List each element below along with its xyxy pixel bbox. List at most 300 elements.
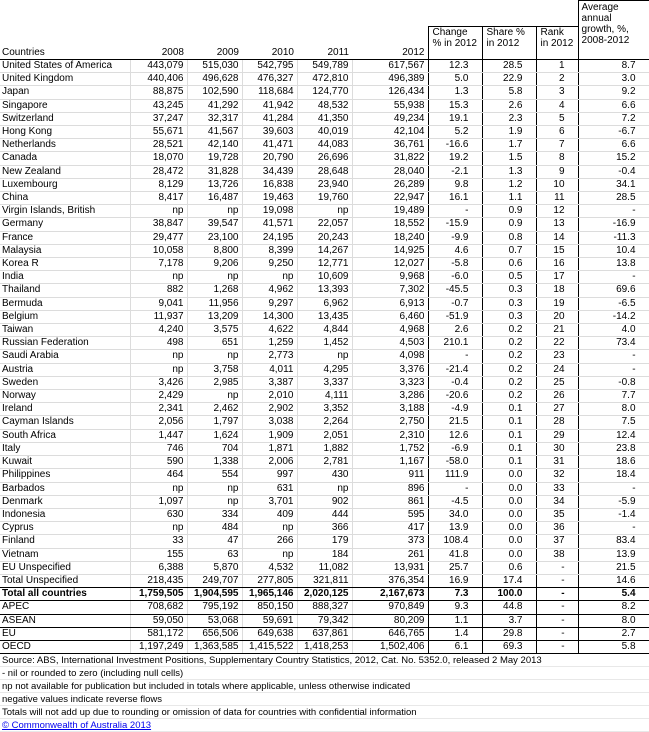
country-cell[interactable]: Cayman Islands bbox=[0, 416, 130, 429]
value-cell[interactable]: 111.9 bbox=[428, 469, 482, 482]
country-cell[interactable]: Norway bbox=[0, 390, 130, 403]
value-cell[interactable]: 24,195 bbox=[242, 231, 297, 244]
value-cell[interactable]: 28 bbox=[536, 416, 578, 429]
countries-header[interactable]: Countries bbox=[0, 47, 130, 60]
country-cell[interactable]: Luxembourg bbox=[0, 178, 130, 191]
value-cell[interactable]: -0.7 bbox=[428, 297, 482, 310]
value-cell[interactable]: 34.0 bbox=[428, 508, 482, 521]
value-cell[interactable]: 496,628 bbox=[187, 73, 242, 86]
value-cell[interactable]: 8.7 bbox=[578, 60, 649, 73]
country-cell[interactable]: China bbox=[0, 192, 130, 205]
value-cell[interactable]: 79,342 bbox=[297, 614, 352, 627]
value-cell[interactable]: 861 bbox=[352, 495, 428, 508]
value-cell[interactable]: - bbox=[536, 601, 578, 614]
value-cell[interactable]: 14,300 bbox=[242, 310, 297, 323]
country-cell[interactable]: Total Unspecified bbox=[0, 574, 130, 587]
value-cell[interactable]: -15.9 bbox=[428, 218, 482, 231]
value-cell[interactable]: 26 bbox=[536, 390, 578, 403]
value-cell[interactable]: 0.7 bbox=[482, 244, 536, 257]
value-cell[interactable]: 2,020,125 bbox=[297, 588, 352, 601]
value-cell[interactable]: -0.8 bbox=[578, 376, 649, 389]
rank-header[interactable]: Rank in 2012 bbox=[536, 27, 578, 60]
value-cell[interactable]: -11.3 bbox=[578, 231, 649, 244]
value-cell[interactable]: 12.3 bbox=[428, 60, 482, 73]
year-header-2012[interactable]: 2012 bbox=[352, 47, 428, 60]
value-cell[interactable]: 656,506 bbox=[187, 627, 242, 640]
country-cell[interactable]: Singapore bbox=[0, 99, 130, 112]
value-cell[interactable]: np bbox=[187, 495, 242, 508]
value-cell[interactable]: 28,648 bbox=[297, 165, 352, 178]
value-cell[interactable]: 4,111 bbox=[297, 390, 352, 403]
value-cell[interactable]: 8 bbox=[536, 152, 578, 165]
value-cell[interactable]: 3,376 bbox=[352, 363, 428, 376]
value-cell[interactable]: 18,240 bbox=[352, 231, 428, 244]
value-cell[interactable]: 0.1 bbox=[482, 442, 536, 455]
value-cell[interactable]: -20.6 bbox=[428, 390, 482, 403]
value-cell[interactable]: 2.7 bbox=[578, 627, 649, 640]
value-cell[interactable]: 22 bbox=[536, 337, 578, 350]
value-cell[interactable]: 1.2 bbox=[482, 178, 536, 191]
value-cell[interactable]: 35 bbox=[536, 508, 578, 521]
country-cell[interactable]: Russian Federation bbox=[0, 337, 130, 350]
value-cell[interactable]: -6.9 bbox=[428, 442, 482, 455]
value-cell[interactable]: 14 bbox=[536, 231, 578, 244]
value-cell[interactable]: np bbox=[130, 482, 187, 495]
value-cell[interactable]: 55,938 bbox=[352, 99, 428, 112]
value-cell[interactable]: np bbox=[130, 363, 187, 376]
value-cell[interactable]: 6,913 bbox=[352, 297, 428, 310]
value-cell[interactable]: 16.1 bbox=[428, 192, 482, 205]
value-cell[interactable]: 6.1 bbox=[428, 640, 482, 653]
value-cell[interactable]: 19,728 bbox=[187, 152, 242, 165]
value-cell[interactable]: 5.2 bbox=[428, 126, 482, 139]
value-cell[interactable]: 59,050 bbox=[130, 614, 187, 627]
value-cell[interactable]: 896 bbox=[352, 482, 428, 495]
value-cell[interactable]: 334 bbox=[187, 508, 242, 521]
value-cell[interactable]: 34.1 bbox=[578, 178, 649, 191]
value-cell[interactable]: 746 bbox=[130, 442, 187, 455]
value-cell[interactable]: -21.4 bbox=[428, 363, 482, 376]
value-cell[interactable]: 2,264 bbox=[297, 416, 352, 429]
value-cell[interactable]: 1,415,522 bbox=[242, 640, 297, 653]
value-cell[interactable]: 0.2 bbox=[482, 363, 536, 376]
value-cell[interactable]: 1.9 bbox=[482, 126, 536, 139]
country-cell[interactable]: Finland bbox=[0, 535, 130, 548]
country-cell[interactable]: ASEAN bbox=[0, 614, 130, 627]
value-cell[interactable]: 38 bbox=[536, 548, 578, 561]
value-cell[interactable]: 902 bbox=[297, 495, 352, 508]
value-cell[interactable]: 3,337 bbox=[297, 376, 352, 389]
value-cell[interactable]: 3,286 bbox=[352, 390, 428, 403]
value-cell[interactable]: 18,552 bbox=[352, 218, 428, 231]
value-cell[interactable]: 8.2 bbox=[578, 601, 649, 614]
value-cell[interactable]: 554 bbox=[187, 469, 242, 482]
value-cell[interactable]: 4,503 bbox=[352, 337, 428, 350]
value-cell[interactable]: 29,477 bbox=[130, 231, 187, 244]
value-cell[interactable]: 100.0 bbox=[482, 588, 536, 601]
value-cell[interactable]: 31,822 bbox=[352, 152, 428, 165]
value-cell[interactable]: 8.0 bbox=[578, 403, 649, 416]
value-cell[interactable]: 1,418,253 bbox=[297, 640, 352, 653]
value-cell[interactable]: 472,810 bbox=[297, 73, 352, 86]
value-cell[interactable]: 7 bbox=[536, 139, 578, 152]
value-cell[interactable]: 5.8 bbox=[578, 640, 649, 653]
value-cell[interactable]: 41,292 bbox=[187, 99, 242, 112]
value-cell[interactable]: 1,452 bbox=[297, 337, 352, 350]
value-cell[interactable]: 31 bbox=[536, 456, 578, 469]
value-cell[interactable]: 850,150 bbox=[242, 601, 297, 614]
value-cell[interactable]: 28.5 bbox=[482, 60, 536, 73]
value-cell[interactable]: -2.1 bbox=[428, 165, 482, 178]
value-cell[interactable]: 2,006 bbox=[242, 456, 297, 469]
value-cell[interactable]: 39,603 bbox=[242, 126, 297, 139]
value-cell[interactable]: np bbox=[187, 390, 242, 403]
year-header-2009[interactable]: 2009 bbox=[187, 47, 242, 60]
value-cell[interactable]: 48,532 bbox=[297, 99, 352, 112]
country-cell[interactable]: Barbados bbox=[0, 482, 130, 495]
value-cell[interactable]: 0.2 bbox=[482, 376, 536, 389]
value-cell[interactable]: 496,389 bbox=[352, 73, 428, 86]
value-cell[interactable]: np bbox=[187, 482, 242, 495]
value-cell[interactable]: 0.2 bbox=[482, 324, 536, 337]
value-cell[interactable]: 2,010 bbox=[242, 390, 297, 403]
value-cell[interactable]: 13.9 bbox=[578, 548, 649, 561]
value-cell[interactable]: 0.1 bbox=[482, 456, 536, 469]
value-cell[interactable]: 21.5 bbox=[428, 416, 482, 429]
value-cell[interactable]: - bbox=[428, 350, 482, 363]
value-cell[interactable]: 0.3 bbox=[482, 284, 536, 297]
value-cell[interactable]: np bbox=[242, 522, 297, 535]
value-cell[interactable]: 430 bbox=[297, 469, 352, 482]
value-cell[interactable]: 0.0 bbox=[482, 508, 536, 521]
value-cell[interactable]: 6,460 bbox=[352, 310, 428, 323]
value-cell[interactable]: 4,962 bbox=[242, 284, 297, 297]
value-cell[interactable]: 704 bbox=[187, 442, 242, 455]
value-cell[interactable]: -16.6 bbox=[428, 139, 482, 152]
value-cell[interactable]: - bbox=[578, 482, 649, 495]
country-cell[interactable]: Kuwait bbox=[0, 456, 130, 469]
value-cell[interactable]: -51.9 bbox=[428, 310, 482, 323]
value-cell[interactable]: 9,297 bbox=[242, 297, 297, 310]
value-cell[interactable]: 1.7 bbox=[482, 139, 536, 152]
value-cell[interactable]: 12,771 bbox=[297, 258, 352, 271]
value-cell[interactable]: -5.9 bbox=[578, 495, 649, 508]
value-cell[interactable]: 649,638 bbox=[242, 627, 297, 640]
value-cell[interactable]: 0.2 bbox=[482, 350, 536, 363]
value-cell[interactable]: 3,038 bbox=[242, 416, 297, 429]
value-cell[interactable]: 31,828 bbox=[187, 165, 242, 178]
value-cell[interactable]: 126,434 bbox=[352, 86, 428, 99]
value-cell[interactable]: 9.8 bbox=[428, 178, 482, 191]
value-cell[interactable]: 28,521 bbox=[130, 139, 187, 152]
value-cell[interactable]: 12,027 bbox=[352, 258, 428, 271]
country-cell[interactable]: Korea R bbox=[0, 258, 130, 271]
country-cell[interactable]: Hong Kong bbox=[0, 126, 130, 139]
country-cell[interactable]: Thailand bbox=[0, 284, 130, 297]
value-cell[interactable]: 10,609 bbox=[297, 271, 352, 284]
country-cell[interactable]: India bbox=[0, 271, 130, 284]
value-cell[interactable]: 3,352 bbox=[297, 403, 352, 416]
value-cell[interactable]: 0.8 bbox=[482, 231, 536, 244]
value-cell[interactable]: 1,624 bbox=[187, 429, 242, 442]
value-cell[interactable]: - bbox=[428, 205, 482, 218]
value-cell[interactable]: 41,471 bbox=[242, 139, 297, 152]
value-cell[interactable]: 2 bbox=[536, 73, 578, 86]
country-cell[interactable]: Virgin Islands, British bbox=[0, 205, 130, 218]
value-cell[interactable]: 1.3 bbox=[428, 86, 482, 99]
value-cell[interactable]: 2,051 bbox=[297, 429, 352, 442]
value-cell[interactable]: 0.0 bbox=[482, 495, 536, 508]
value-cell[interactable]: 366 bbox=[297, 522, 352, 535]
value-cell[interactable]: 3,426 bbox=[130, 376, 187, 389]
value-cell[interactable]: 184 bbox=[297, 548, 352, 561]
value-cell[interactable]: -4.9 bbox=[428, 403, 482, 416]
value-cell[interactable]: 39,547 bbox=[187, 218, 242, 231]
value-cell[interactable]: 12.4 bbox=[578, 429, 649, 442]
country-cell[interactable]: Malaysia bbox=[0, 244, 130, 257]
value-cell[interactable]: 2,781 bbox=[297, 456, 352, 469]
value-cell[interactable]: -45.5 bbox=[428, 284, 482, 297]
value-cell[interactable]: 28.5 bbox=[578, 192, 649, 205]
value-cell[interactable]: -0.4 bbox=[428, 376, 482, 389]
value-cell[interactable]: 44,083 bbox=[297, 139, 352, 152]
value-cell[interactable]: 3.0 bbox=[578, 73, 649, 86]
value-cell[interactable]: 29.8 bbox=[482, 627, 536, 640]
value-cell[interactable]: -0.4 bbox=[578, 165, 649, 178]
value-cell[interactable]: 444 bbox=[297, 508, 352, 521]
value-cell[interactable]: 18 bbox=[536, 284, 578, 297]
value-cell[interactable]: 41.8 bbox=[428, 548, 482, 561]
value-cell[interactable]: 1,909 bbox=[242, 429, 297, 442]
value-cell[interactable]: 19,098 bbox=[242, 205, 297, 218]
value-cell[interactable]: 83.4 bbox=[578, 535, 649, 548]
value-cell[interactable]: 2.6 bbox=[428, 324, 482, 337]
year-header-2011[interactable]: 2011 bbox=[297, 47, 352, 60]
value-cell[interactable]: 2,056 bbox=[130, 416, 187, 429]
value-cell[interactable]: 970,849 bbox=[352, 601, 428, 614]
value-cell[interactable]: 9,206 bbox=[187, 258, 242, 271]
value-cell[interactable]: 59,691 bbox=[242, 614, 297, 627]
value-cell[interactable]: 21 bbox=[536, 324, 578, 337]
value-cell[interactable]: 38,847 bbox=[130, 218, 187, 231]
value-cell[interactable]: np bbox=[297, 205, 352, 218]
value-cell[interactable]: 6.6 bbox=[578, 99, 649, 112]
value-cell[interactable]: 41,567 bbox=[187, 126, 242, 139]
value-cell[interactable]: 7.5 bbox=[578, 416, 649, 429]
value-cell[interactable]: 10.4 bbox=[578, 244, 649, 257]
value-cell[interactable]: 0.0 bbox=[482, 482, 536, 495]
value-cell[interactable]: 484 bbox=[187, 522, 242, 535]
value-cell[interactable]: 1,904,595 bbox=[187, 588, 242, 601]
value-cell[interactable]: 179 bbox=[297, 535, 352, 548]
value-cell[interactable]: 2,429 bbox=[130, 390, 187, 403]
value-cell[interactable]: - bbox=[578, 205, 649, 218]
value-cell[interactable]: 44.8 bbox=[482, 601, 536, 614]
value-cell[interactable]: 28,040 bbox=[352, 165, 428, 178]
value-cell[interactable]: 9,250 bbox=[242, 258, 297, 271]
value-cell[interactable]: 4,098 bbox=[352, 350, 428, 363]
value-cell[interactable]: 26,696 bbox=[297, 152, 352, 165]
country-cell[interactable]: Belgium bbox=[0, 310, 130, 323]
value-cell[interactable]: 20,243 bbox=[297, 231, 352, 244]
value-cell[interactable]: 590 bbox=[130, 456, 187, 469]
country-cell[interactable]: Japan bbox=[0, 86, 130, 99]
value-cell[interactable]: 9,041 bbox=[130, 297, 187, 310]
value-cell[interactable]: 6 bbox=[536, 126, 578, 139]
value-cell[interactable]: 13.9 bbox=[428, 522, 482, 535]
value-cell[interactable]: 20 bbox=[536, 310, 578, 323]
value-cell[interactable]: 1,871 bbox=[242, 442, 297, 455]
value-cell[interactable]: 23 bbox=[536, 350, 578, 363]
value-cell[interactable]: 1,797 bbox=[187, 416, 242, 429]
value-cell[interactable]: 13,393 bbox=[297, 284, 352, 297]
value-cell[interactable]: 0.2 bbox=[482, 390, 536, 403]
value-cell[interactable]: 41,350 bbox=[297, 112, 352, 125]
value-cell[interactable]: 1,759,505 bbox=[130, 588, 187, 601]
value-cell[interactable]: 11,937 bbox=[130, 310, 187, 323]
value-cell[interactable]: 14,925 bbox=[352, 244, 428, 257]
value-cell[interactable]: 28,472 bbox=[130, 165, 187, 178]
value-cell[interactable]: 16,838 bbox=[242, 178, 297, 191]
value-cell[interactable]: - bbox=[578, 350, 649, 363]
value-cell[interactable]: 63 bbox=[187, 548, 242, 561]
value-cell[interactable]: 9.3 bbox=[428, 601, 482, 614]
value-cell[interactable]: 708,682 bbox=[130, 601, 187, 614]
value-cell[interactable]: 0.6 bbox=[482, 258, 536, 271]
value-cell[interactable]: 124,770 bbox=[297, 86, 352, 99]
country-cell[interactable]: Austria bbox=[0, 363, 130, 376]
value-cell[interactable]: 581,172 bbox=[130, 627, 187, 640]
value-cell[interactable]: 595 bbox=[352, 508, 428, 521]
value-cell[interactable]: 5.0 bbox=[428, 73, 482, 86]
value-cell[interactable]: 2,985 bbox=[187, 376, 242, 389]
value-cell[interactable]: 1,097 bbox=[130, 495, 187, 508]
value-cell[interactable]: 3,575 bbox=[187, 324, 242, 337]
value-cell[interactable]: 2,902 bbox=[242, 403, 297, 416]
country-cell[interactable]: United States of America bbox=[0, 60, 130, 73]
value-cell[interactable]: 882 bbox=[130, 284, 187, 297]
value-cell[interactable]: 42,104 bbox=[352, 126, 428, 139]
value-cell[interactable]: 30 bbox=[536, 442, 578, 455]
year-header-2008[interactable]: 2008 bbox=[130, 47, 187, 60]
value-cell[interactable]: 1.5 bbox=[482, 152, 536, 165]
value-cell[interactable]: 102,590 bbox=[187, 86, 242, 99]
value-cell[interactable]: 617,567 bbox=[352, 60, 428, 73]
value-cell[interactable]: 36 bbox=[536, 522, 578, 535]
value-cell[interactable]: -16.9 bbox=[578, 218, 649, 231]
value-cell[interactable]: 14.6 bbox=[578, 574, 649, 587]
value-cell[interactable]: 8,417 bbox=[130, 192, 187, 205]
value-cell[interactable]: - bbox=[536, 588, 578, 601]
value-cell[interactable]: 73.4 bbox=[578, 337, 649, 350]
value-cell[interactable]: 18.6 bbox=[578, 456, 649, 469]
value-cell[interactable]: 15.2 bbox=[578, 152, 649, 165]
value-cell[interactable]: np bbox=[130, 271, 187, 284]
value-cell[interactable]: 1.4 bbox=[428, 627, 482, 640]
value-cell[interactable]: 1,338 bbox=[187, 456, 242, 469]
value-cell[interactable]: -9.9 bbox=[428, 231, 482, 244]
value-cell[interactable]: 6,962 bbox=[297, 297, 352, 310]
value-cell[interactable]: 10 bbox=[536, 178, 578, 191]
value-cell[interactable]: 17.4 bbox=[482, 574, 536, 587]
value-cell[interactable]: 13,931 bbox=[352, 561, 428, 574]
value-cell[interactable]: 1,259 bbox=[242, 337, 297, 350]
value-cell[interactable]: np bbox=[187, 350, 242, 363]
value-cell[interactable]: 49,234 bbox=[352, 112, 428, 125]
value-cell[interactable]: 266 bbox=[242, 535, 297, 548]
country-cell[interactable]: Ireland bbox=[0, 403, 130, 416]
value-cell[interactable]: -4.5 bbox=[428, 495, 482, 508]
value-cell[interactable]: 0.6 bbox=[482, 561, 536, 574]
value-cell[interactable]: 1.3 bbox=[482, 165, 536, 178]
value-cell[interactable]: 41,571 bbox=[242, 218, 297, 231]
value-cell[interactable]: 2,462 bbox=[187, 403, 242, 416]
value-cell[interactable]: np bbox=[297, 350, 352, 363]
value-cell[interactable]: 0.0 bbox=[482, 469, 536, 482]
value-cell[interactable]: 155 bbox=[130, 548, 187, 561]
value-cell[interactable]: 3.7 bbox=[482, 614, 536, 627]
value-cell[interactable]: 14,267 bbox=[297, 244, 352, 257]
value-cell[interactable]: 2,167,673 bbox=[352, 588, 428, 601]
value-cell[interactable]: 53,068 bbox=[187, 614, 242, 627]
value-cell[interactable]: 5.8 bbox=[482, 86, 536, 99]
country-cell[interactable]: Bermuda bbox=[0, 297, 130, 310]
value-cell[interactable]: 8.0 bbox=[578, 614, 649, 627]
value-cell[interactable]: 409 bbox=[242, 508, 297, 521]
value-cell[interactable]: 7,178 bbox=[130, 258, 187, 271]
country-cell[interactable]: APEC bbox=[0, 601, 130, 614]
value-cell[interactable]: 3,188 bbox=[352, 403, 428, 416]
value-cell[interactable]: 218,435 bbox=[130, 574, 187, 587]
value-cell[interactable]: 1.1 bbox=[428, 614, 482, 627]
value-cell[interactable]: 8,800 bbox=[187, 244, 242, 257]
value-cell[interactable]: 4 bbox=[536, 99, 578, 112]
value-cell[interactable]: 3,701 bbox=[242, 495, 297, 508]
value-cell[interactable]: 1,882 bbox=[297, 442, 352, 455]
value-cell[interactable]: 0.5 bbox=[482, 271, 536, 284]
value-cell[interactable]: 3,758 bbox=[187, 363, 242, 376]
value-cell[interactable]: 911 bbox=[352, 469, 428, 482]
value-cell[interactable]: 22.9 bbox=[482, 73, 536, 86]
value-cell[interactable]: 464 bbox=[130, 469, 187, 482]
country-cell[interactable]: OECD bbox=[0, 640, 130, 653]
value-cell[interactable]: 4,968 bbox=[352, 324, 428, 337]
value-cell[interactable]: 0.1 bbox=[482, 403, 536, 416]
value-cell[interactable]: -6.7 bbox=[578, 126, 649, 139]
value-cell[interactable]: 2,341 bbox=[130, 403, 187, 416]
value-cell[interactable]: 376,354 bbox=[352, 574, 428, 587]
value-cell[interactable]: - bbox=[536, 640, 578, 653]
value-cell[interactable]: 22,057 bbox=[297, 218, 352, 231]
value-cell[interactable]: 631 bbox=[242, 482, 297, 495]
value-cell[interactable]: 22,947 bbox=[352, 192, 428, 205]
value-cell[interactable]: 33 bbox=[130, 535, 187, 548]
value-cell[interactable]: 23,940 bbox=[297, 178, 352, 191]
value-cell[interactable]: 16.9 bbox=[428, 574, 482, 587]
country-cell[interactable]: EU bbox=[0, 627, 130, 640]
value-cell[interactable]: 7.2 bbox=[578, 112, 649, 125]
value-cell[interactable]: 7,302 bbox=[352, 284, 428, 297]
value-cell[interactable]: 37 bbox=[536, 535, 578, 548]
value-cell[interactable]: np bbox=[242, 548, 297, 561]
value-cell[interactable]: 651 bbox=[187, 337, 242, 350]
country-cell[interactable]: Italy bbox=[0, 442, 130, 455]
value-cell[interactable]: 0.3 bbox=[482, 310, 536, 323]
value-cell[interactable]: 0.3 bbox=[482, 297, 536, 310]
value-cell[interactable]: 55,671 bbox=[130, 126, 187, 139]
value-cell[interactable]: - bbox=[536, 561, 578, 574]
value-cell[interactable]: 27 bbox=[536, 403, 578, 416]
